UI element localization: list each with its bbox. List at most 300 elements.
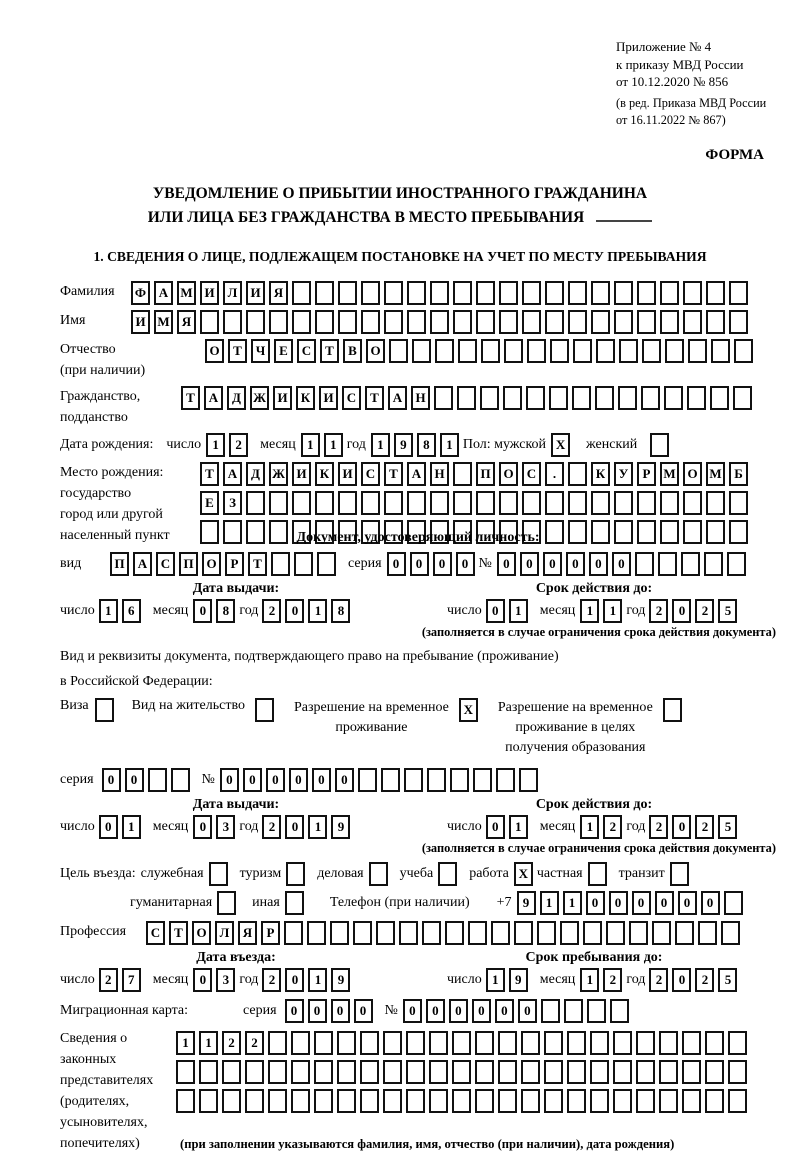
char-cell[interactable]: Л — [223, 281, 242, 305]
char-cell[interactable] — [384, 491, 403, 515]
char-cell[interactable]: П — [179, 552, 198, 576]
doc-series-field[interactable] — [387, 552, 479, 576]
char-cell[interactable] — [519, 768, 538, 792]
char-cell[interactable] — [384, 281, 403, 305]
char-cell[interactable] — [429, 1031, 448, 1055]
char-cell[interactable] — [498, 1089, 517, 1113]
char-cell[interactable] — [705, 1060, 724, 1084]
char-cell[interactable] — [613, 1060, 632, 1084]
char-cell[interactable]: 0 — [331, 999, 350, 1023]
char-cell[interactable] — [476, 491, 495, 515]
char-cell[interactable] — [360, 1031, 379, 1055]
char-cell[interactable] — [560, 921, 579, 945]
char-cell[interactable] — [457, 386, 476, 410]
char-cell[interactable] — [389, 339, 408, 363]
char-cell[interactable]: Е — [274, 339, 293, 363]
res-issue-year-field[interactable] — [262, 815, 354, 839]
char-cell[interactable] — [292, 281, 311, 305]
char-cell[interactable]: 0 — [672, 815, 691, 839]
char-cell[interactable]: И — [319, 386, 338, 410]
doc-issue-month-field[interactable] — [193, 599, 239, 623]
char-cell[interactable] — [568, 520, 587, 544]
char-cell[interactable] — [521, 1031, 540, 1055]
char-cell[interactable] — [292, 310, 311, 334]
char-cell[interactable]: 0 — [433, 552, 452, 576]
char-cell[interactable]: З — [223, 491, 242, 515]
char-cell[interactable] — [429, 1060, 448, 1084]
char-cell[interactable]: Д — [246, 462, 265, 486]
char-cell[interactable]: 9 — [394, 433, 413, 457]
char-cell[interactable] — [568, 310, 587, 334]
char-cell[interactable]: 2 — [222, 1031, 241, 1055]
char-cell[interactable]: А — [388, 386, 407, 410]
char-cell[interactable]: 0 — [312, 768, 331, 792]
char-cell[interactable]: В — [343, 339, 362, 363]
char-cell[interactable]: Т — [384, 462, 403, 486]
char-cell[interactable] — [567, 1060, 586, 1084]
char-cell[interactable]: 3 — [216, 968, 235, 992]
char-cell[interactable] — [613, 1031, 632, 1055]
char-cell[interactable]: 1 — [580, 599, 599, 623]
char-cell[interactable]: 0 — [543, 552, 562, 576]
char-cell[interactable]: 1 — [122, 815, 141, 839]
char-cell[interactable] — [337, 1089, 356, 1113]
char-cell[interactable] — [307, 921, 326, 945]
char-cell[interactable] — [315, 310, 334, 334]
char-cell[interactable] — [521, 1060, 540, 1084]
char-cell[interactable]: 1 — [540, 891, 559, 915]
char-cell[interactable]: 1 — [371, 433, 390, 457]
char-cell[interactable] — [269, 520, 288, 544]
char-cell[interactable]: 1 — [509, 599, 528, 623]
char-cell[interactable] — [650, 433, 669, 457]
char-cell[interactable]: 6 — [122, 599, 141, 623]
profession-field[interactable] — [146, 921, 744, 945]
char-cell[interactable] — [481, 339, 500, 363]
char-cell[interactable]: 0 — [289, 768, 308, 792]
purpose-humanitarian-checkbox[interactable] — [217, 891, 240, 915]
char-cell[interactable]: 0 — [486, 599, 505, 623]
char-cell[interactable]: К — [315, 462, 334, 486]
purpose-business-checkbox[interactable] — [369, 862, 392, 886]
char-cell[interactable] — [291, 1031, 310, 1055]
char-cell[interactable] — [406, 1089, 425, 1113]
char-cell[interactable] — [537, 921, 556, 945]
char-cell[interactable] — [705, 1089, 724, 1113]
char-cell[interactable] — [475, 1031, 494, 1055]
char-cell[interactable]: 1 — [324, 433, 343, 457]
char-cell[interactable] — [369, 862, 388, 886]
char-cell[interactable] — [734, 339, 753, 363]
char-cell[interactable] — [491, 921, 510, 945]
char-cell[interactable]: Н — [411, 386, 430, 410]
char-cell[interactable] — [663, 698, 682, 722]
birth-month-field[interactable] — [301, 433, 347, 457]
char-cell[interactable] — [659, 1089, 678, 1113]
char-cell[interactable]: 0 — [449, 999, 468, 1023]
char-cell[interactable] — [568, 491, 587, 515]
char-cell[interactable] — [353, 921, 372, 945]
char-cell[interactable]: 1 — [440, 433, 459, 457]
char-cell[interactable]: 0 — [518, 999, 537, 1023]
char-cell[interactable] — [452, 1060, 471, 1084]
char-cell[interactable] — [733, 386, 752, 410]
char-cell[interactable] — [458, 339, 477, 363]
char-cell[interactable] — [314, 1089, 333, 1113]
char-cell[interactable]: О — [683, 462, 702, 486]
char-cell[interactable] — [614, 491, 633, 515]
char-cell[interactable]: 2 — [603, 815, 622, 839]
char-cell[interactable] — [618, 386, 637, 410]
char-cell[interactable] — [222, 1060, 241, 1084]
char-cell[interactable]: Л — [215, 921, 234, 945]
char-cell[interactable] — [514, 921, 533, 945]
phone-field[interactable] — [517, 891, 747, 915]
char-cell[interactable] — [246, 520, 265, 544]
char-cell[interactable]: К — [296, 386, 315, 410]
char-cell[interactable] — [641, 386, 660, 410]
char-cell[interactable] — [590, 1060, 609, 1084]
char-cell[interactable]: 0 — [354, 999, 373, 1023]
representatives-field-line1[interactable] — [176, 1031, 751, 1055]
char-cell[interactable]: 2 — [229, 433, 248, 457]
char-cell[interactable]: О — [192, 921, 211, 945]
char-cell[interactable] — [284, 921, 303, 945]
char-cell[interactable] — [544, 1060, 563, 1084]
char-cell[interactable]: М — [154, 310, 173, 334]
char-cell[interactable] — [292, 491, 311, 515]
char-cell[interactable]: И — [292, 462, 311, 486]
char-cell[interactable] — [583, 921, 602, 945]
char-cell[interactable]: 0 — [220, 768, 239, 792]
char-cell[interactable] — [200, 520, 219, 544]
entry-year-field[interactable] — [262, 968, 354, 992]
char-cell[interactable] — [498, 1031, 517, 1055]
char-cell[interactable] — [200, 310, 219, 334]
doc-valid-month-field[interactable] — [580, 599, 626, 623]
char-cell[interactable] — [629, 921, 648, 945]
char-cell[interactable]: А — [154, 281, 173, 305]
char-cell[interactable]: П — [476, 462, 495, 486]
char-cell[interactable] — [285, 891, 304, 915]
char-cell[interactable]: X — [514, 862, 533, 886]
char-cell[interactable] — [499, 281, 518, 305]
char-cell[interactable] — [704, 552, 723, 576]
char-cell[interactable] — [422, 921, 441, 945]
char-cell[interactable] — [591, 310, 610, 334]
char-cell[interactable]: 0 — [285, 999, 304, 1023]
char-cell[interactable]: Ч — [251, 339, 270, 363]
res-number-field[interactable] — [220, 768, 542, 792]
char-cell[interactable]: А — [133, 552, 152, 576]
char-cell[interactable] — [544, 1031, 563, 1055]
char-cell[interactable]: 2 — [695, 599, 714, 623]
char-cell[interactable] — [545, 491, 564, 515]
char-cell[interactable] — [587, 999, 606, 1023]
char-cell[interactable] — [445, 921, 464, 945]
char-cell[interactable] — [729, 520, 748, 544]
char-cell[interactable]: 0 — [285, 599, 304, 623]
char-cell[interactable]: 0 — [193, 968, 212, 992]
char-cell[interactable] — [269, 310, 288, 334]
char-cell[interactable]: П — [110, 552, 129, 576]
char-cell[interactable]: 0 — [609, 891, 628, 915]
char-cell[interactable] — [724, 891, 743, 915]
char-cell[interactable]: Т — [365, 386, 384, 410]
purpose-official-checkbox[interactable] — [209, 862, 232, 886]
char-cell[interactable]: 0 — [586, 891, 605, 915]
char-cell[interactable]: О — [202, 552, 221, 576]
res-series-field[interactable] — [102, 768, 194, 792]
char-cell[interactable] — [568, 462, 587, 486]
char-cell[interactable] — [209, 862, 228, 886]
char-cell[interactable] — [475, 1060, 494, 1084]
char-cell[interactable]: Ж — [250, 386, 269, 410]
char-cell[interactable]: 0 — [589, 552, 608, 576]
entry-day-field[interactable] — [99, 968, 145, 992]
char-cell[interactable] — [573, 339, 592, 363]
char-cell[interactable]: 0 — [99, 815, 118, 839]
char-cell[interactable] — [269, 491, 288, 515]
char-cell[interactable]: 2 — [649, 599, 668, 623]
char-cell[interactable] — [360, 1060, 379, 1084]
char-cell[interactable] — [595, 386, 614, 410]
char-cell[interactable]: 2 — [603, 968, 622, 992]
char-cell[interactable]: 5 — [718, 968, 737, 992]
char-cell[interactable]: 0 — [497, 552, 516, 576]
char-cell[interactable] — [614, 281, 633, 305]
char-cell[interactable]: К — [591, 462, 610, 486]
char-cell[interactable]: О — [366, 339, 385, 363]
char-cell[interactable]: 0 — [285, 815, 304, 839]
char-cell[interactable]: Ж — [269, 462, 288, 486]
char-cell[interactable] — [683, 310, 702, 334]
char-cell[interactable]: 0 — [632, 891, 651, 915]
char-cell[interactable] — [637, 491, 656, 515]
char-cell[interactable] — [383, 1031, 402, 1055]
purpose-private-checkbox[interactable] — [588, 862, 611, 886]
char-cell[interactable] — [314, 1031, 333, 1055]
char-cell[interactable] — [682, 1089, 701, 1113]
char-cell[interactable] — [636, 1031, 655, 1055]
char-cell[interactable]: 2 — [99, 968, 118, 992]
birth-place-field-line1[interactable] — [200, 462, 752, 486]
char-cell[interactable] — [682, 1060, 701, 1084]
char-cell[interactable] — [706, 520, 725, 544]
char-cell[interactable] — [683, 491, 702, 515]
char-cell[interactable] — [550, 339, 569, 363]
char-cell[interactable] — [522, 310, 541, 334]
mig-number-field[interactable] — [403, 999, 633, 1023]
char-cell[interactable]: 1 — [99, 599, 118, 623]
char-cell[interactable]: 0 — [403, 999, 422, 1023]
char-cell[interactable] — [255, 698, 274, 722]
char-cell[interactable] — [376, 921, 395, 945]
char-cell[interactable]: 1 — [509, 815, 528, 839]
char-cell[interactable] — [338, 310, 357, 334]
char-cell[interactable] — [727, 552, 746, 576]
char-cell[interactable]: X — [551, 433, 570, 457]
char-cell[interactable] — [294, 552, 313, 576]
char-cell[interactable] — [499, 491, 518, 515]
char-cell[interactable]: И — [273, 386, 292, 410]
char-cell[interactable] — [358, 768, 377, 792]
char-cell[interactable]: 0 — [335, 768, 354, 792]
char-cell[interactable] — [475, 1089, 494, 1113]
char-cell[interactable]: У — [614, 462, 633, 486]
doc-kind-field[interactable] — [110, 552, 340, 576]
char-cell[interactable] — [246, 491, 265, 515]
char-cell[interactable] — [222, 1089, 241, 1113]
char-cell[interactable] — [498, 1060, 517, 1084]
char-cell[interactable] — [591, 491, 610, 515]
char-cell[interactable]: 9 — [517, 891, 536, 915]
char-cell[interactable]: 0 — [678, 891, 697, 915]
char-cell[interactable] — [434, 386, 453, 410]
char-cell[interactable] — [176, 1060, 195, 1084]
char-cell[interactable] — [729, 310, 748, 334]
char-cell[interactable]: И — [338, 462, 357, 486]
char-cell[interactable] — [588, 862, 607, 886]
char-cell[interactable]: Т — [320, 339, 339, 363]
char-cell[interactable]: 9 — [509, 968, 528, 992]
char-cell[interactable]: 8 — [331, 599, 350, 623]
char-cell[interactable]: Т — [181, 386, 200, 410]
stay-day-field[interactable] — [486, 968, 532, 992]
char-cell[interactable]: 1 — [308, 815, 327, 839]
char-cell[interactable]: 1 — [308, 599, 327, 623]
char-cell[interactable] — [406, 1060, 425, 1084]
char-cell[interactable] — [705, 1031, 724, 1055]
char-cell[interactable]: И — [246, 281, 265, 305]
char-cell[interactable]: 9 — [331, 815, 350, 839]
char-cell[interactable]: 1 — [206, 433, 225, 457]
doc-issue-day-field[interactable] — [99, 599, 145, 623]
sex-male-checkbox[interactable] — [551, 433, 574, 457]
char-cell[interactable]: 5 — [718, 815, 737, 839]
char-cell[interactable]: Б — [729, 462, 748, 486]
purpose-other-checkbox[interactable] — [285, 891, 308, 915]
char-cell[interactable]: М — [706, 462, 725, 486]
char-cell[interactable] — [399, 921, 418, 945]
char-cell[interactable] — [427, 768, 446, 792]
char-cell[interactable]: 0 — [672, 968, 691, 992]
char-cell[interactable] — [710, 386, 729, 410]
char-cell[interactable] — [95, 698, 114, 722]
char-cell[interactable] — [637, 310, 656, 334]
char-cell[interactable]: Д — [227, 386, 246, 410]
char-cell[interactable] — [453, 462, 472, 486]
char-cell[interactable] — [452, 1089, 471, 1113]
char-cell[interactable] — [148, 768, 167, 792]
char-cell[interactable]: С — [297, 339, 316, 363]
char-cell[interactable] — [637, 520, 656, 544]
char-cell[interactable] — [480, 386, 499, 410]
char-cell[interactable]: 8 — [216, 599, 235, 623]
char-cell[interactable] — [361, 310, 380, 334]
char-cell[interactable] — [729, 281, 748, 305]
char-cell[interactable] — [687, 386, 706, 410]
char-cell[interactable] — [706, 281, 725, 305]
char-cell[interactable]: 0 — [612, 552, 631, 576]
char-cell[interactable] — [545, 310, 564, 334]
char-cell[interactable]: М — [177, 281, 196, 305]
char-cell[interactable]: Я — [269, 281, 288, 305]
char-cell[interactable]: 2 — [262, 968, 281, 992]
char-cell[interactable] — [473, 768, 492, 792]
citizenship-field[interactable] — [181, 386, 756, 410]
char-cell[interactable] — [614, 310, 633, 334]
char-cell[interactable] — [430, 310, 449, 334]
birth-day-field[interactable] — [206, 433, 252, 457]
char-cell[interactable]: 1 — [301, 433, 320, 457]
char-cell[interactable] — [453, 281, 472, 305]
char-cell[interactable]: О — [499, 462, 518, 486]
char-cell[interactable] — [521, 1089, 540, 1113]
char-cell[interactable] — [291, 1060, 310, 1084]
char-cell[interactable] — [337, 1060, 356, 1084]
char-cell[interactable] — [564, 999, 583, 1023]
char-cell[interactable] — [404, 768, 423, 792]
char-cell[interactable] — [544, 1089, 563, 1113]
char-cell[interactable] — [610, 999, 629, 1023]
char-cell[interactable]: X — [459, 698, 478, 722]
char-cell[interactable]: Р — [637, 462, 656, 486]
char-cell[interactable]: М — [660, 462, 679, 486]
char-cell[interactable] — [541, 999, 560, 1023]
char-cell[interactable] — [407, 281, 426, 305]
char-cell[interactable] — [330, 921, 349, 945]
char-cell[interactable]: 0 — [426, 999, 445, 1023]
char-cell[interactable] — [526, 386, 545, 410]
char-cell[interactable] — [659, 1060, 678, 1084]
char-cell[interactable] — [660, 491, 679, 515]
res-issue-month-field[interactable] — [193, 815, 239, 839]
char-cell[interactable]: 0 — [472, 999, 491, 1023]
char-cell[interactable]: 0 — [456, 552, 475, 576]
char-cell[interactable]: . — [545, 462, 564, 486]
char-cell[interactable] — [438, 862, 457, 886]
purpose-transit-checkbox[interactable] — [670, 862, 693, 886]
char-cell[interactable] — [384, 310, 403, 334]
char-cell[interactable] — [476, 281, 495, 305]
char-cell[interactable]: 0 — [495, 999, 514, 1023]
char-cell[interactable]: 0 — [102, 768, 121, 792]
char-cell[interactable]: С — [146, 921, 165, 945]
char-cell[interactable] — [199, 1089, 218, 1113]
temp-residence-edu-checkbox[interactable] — [663, 698, 686, 722]
char-cell[interactable]: Н — [430, 462, 449, 486]
stay-year-field[interactable] — [649, 968, 741, 992]
char-cell[interactable]: Ф — [131, 281, 150, 305]
temp-residence-checkbox[interactable] — [459, 698, 482, 722]
char-cell[interactable]: 0 — [672, 599, 691, 623]
char-cell[interactable] — [503, 386, 522, 410]
representatives-field-line2[interactable] — [176, 1060, 751, 1084]
char-cell[interactable] — [664, 386, 683, 410]
char-cell[interactable] — [706, 491, 725, 515]
char-cell[interactable] — [315, 491, 334, 515]
char-cell[interactable] — [567, 1089, 586, 1113]
char-cell[interactable] — [681, 552, 700, 576]
char-cell[interactable] — [729, 491, 748, 515]
char-cell[interactable] — [613, 1089, 632, 1113]
char-cell[interactable] — [361, 491, 380, 515]
char-cell[interactable] — [619, 339, 638, 363]
char-cell[interactable]: Т — [228, 339, 247, 363]
char-cell[interactable]: А — [407, 462, 426, 486]
char-cell[interactable] — [496, 768, 515, 792]
